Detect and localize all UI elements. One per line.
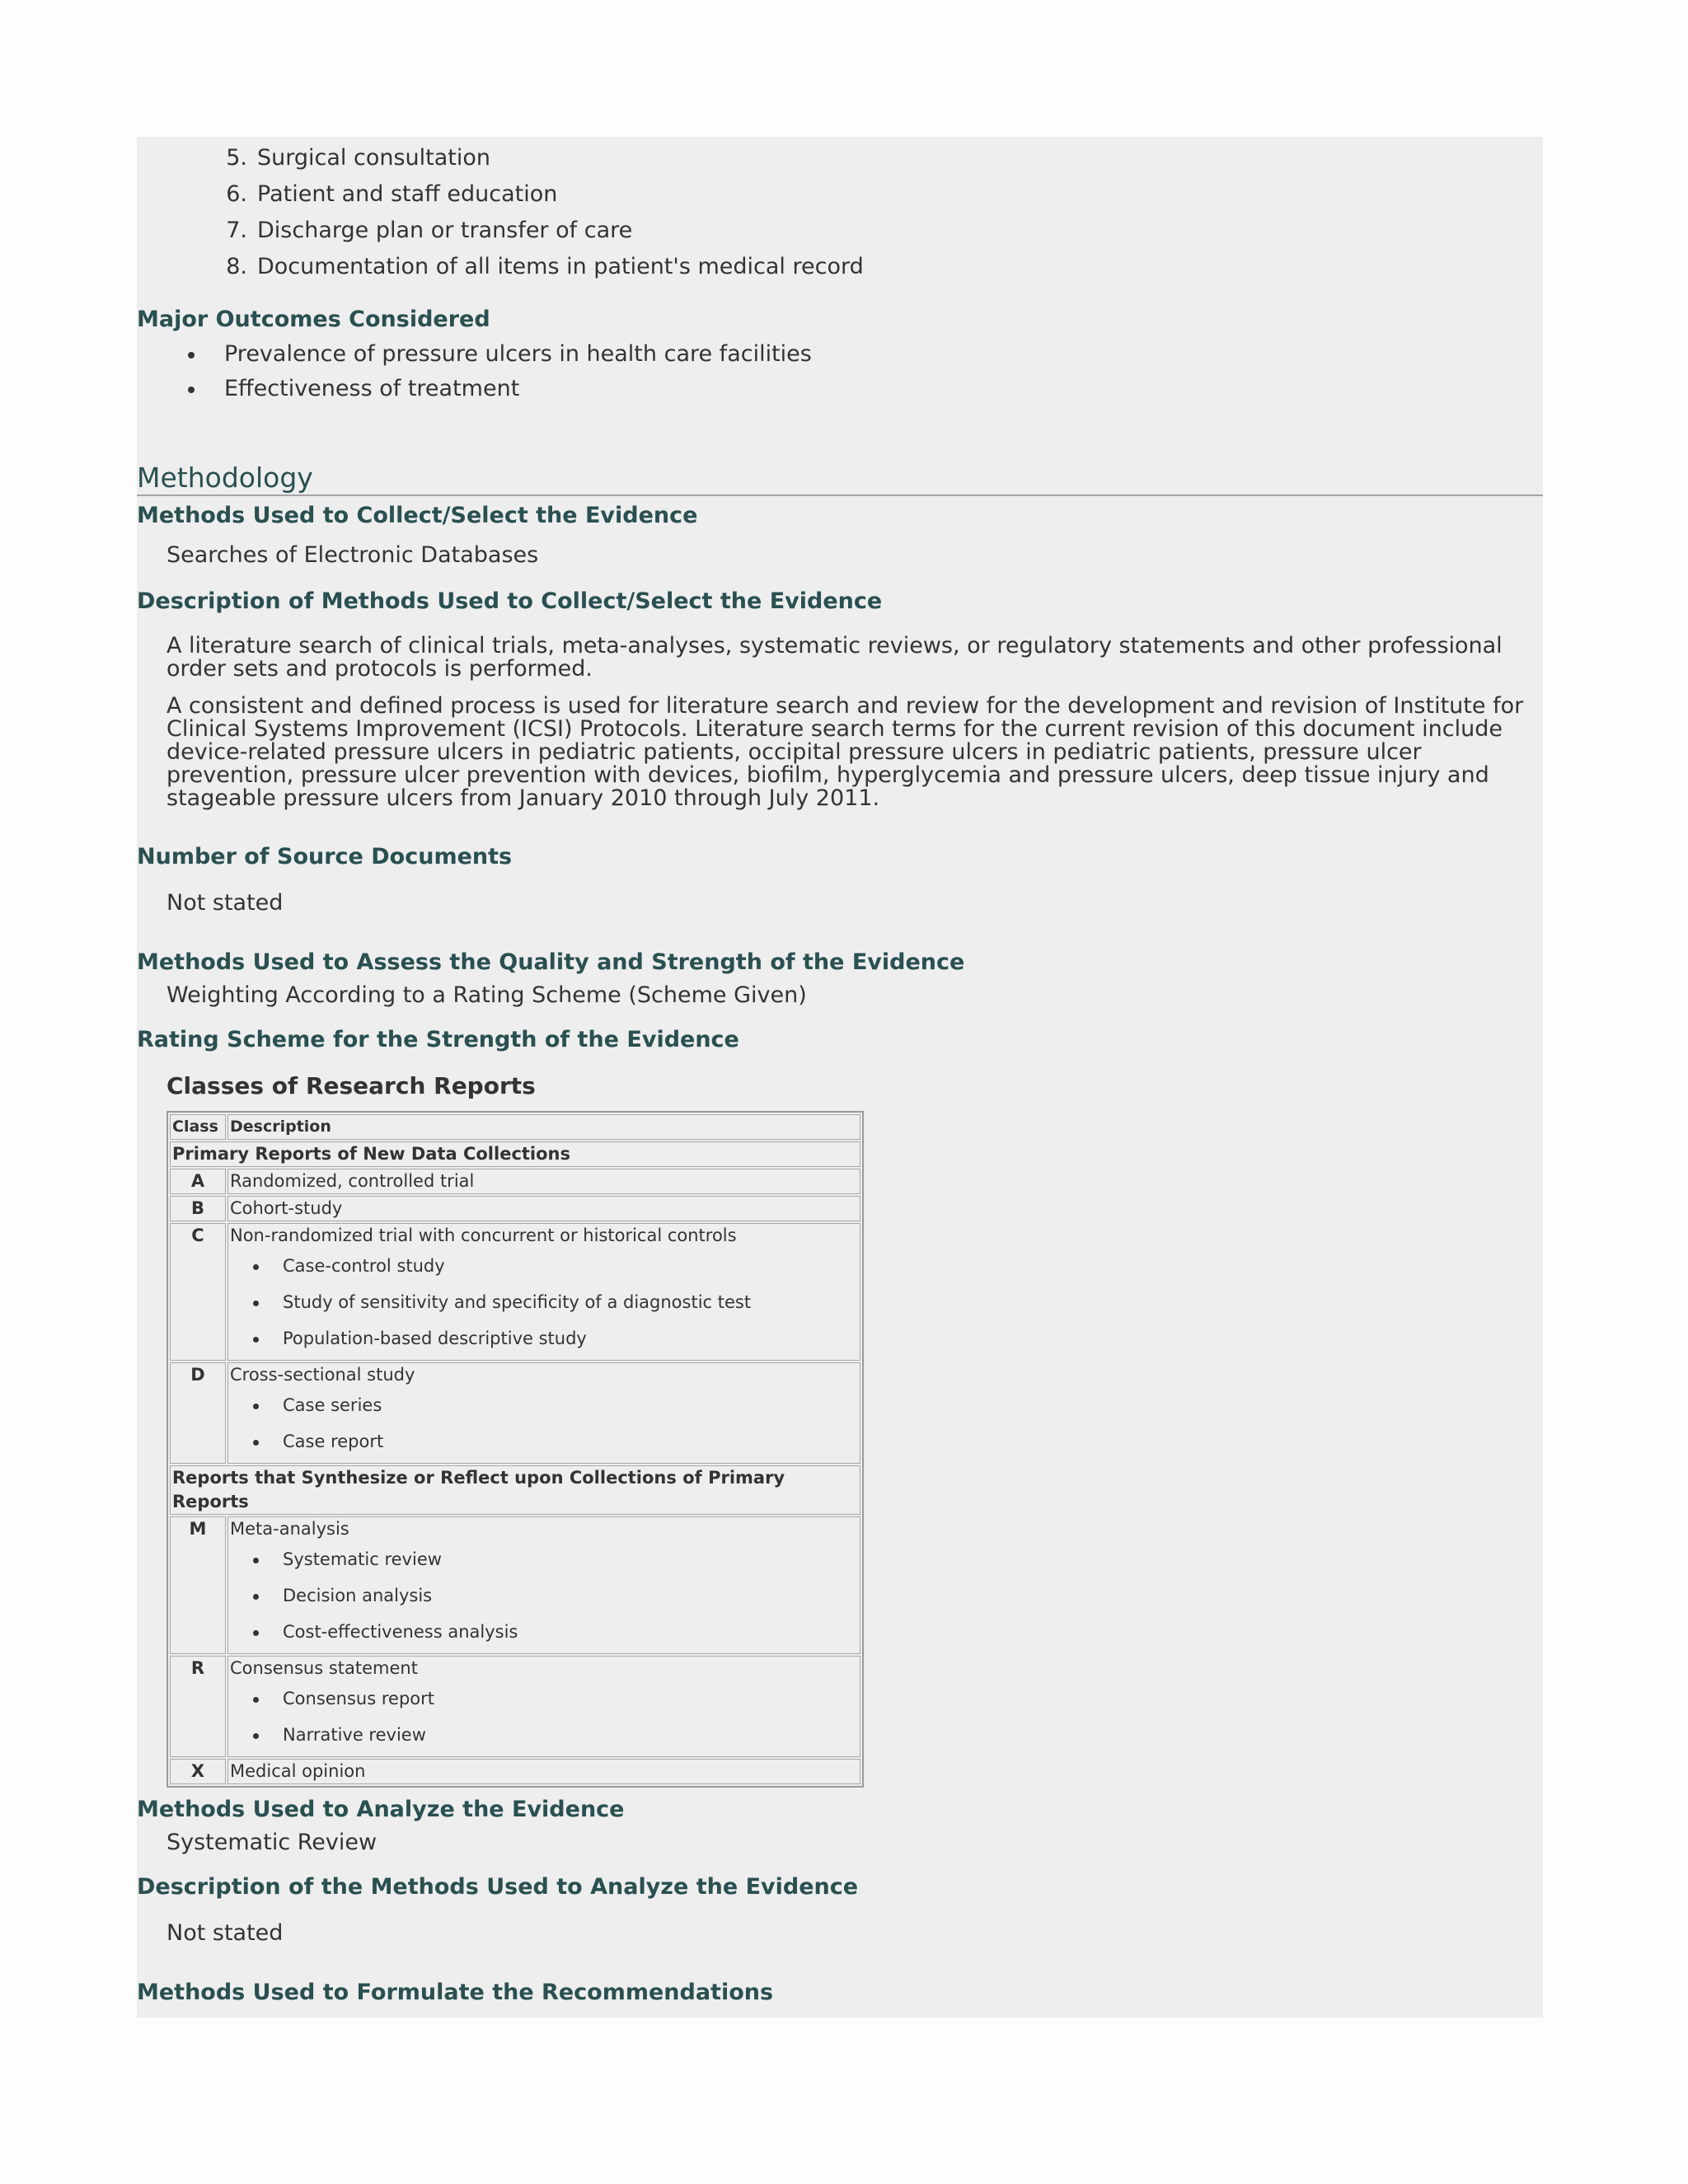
table-row xyxy=(170,1759,860,1784)
class-cell: D xyxy=(170,1362,226,1464)
class-cell: A xyxy=(170,1169,226,1194)
table-row xyxy=(170,1196,860,1221)
list-item: Decision analysis xyxy=(230,1577,858,1614)
description-cell: Randomized, controlled trial xyxy=(227,1169,860,1194)
list-item: Prevalence of pressure ulcers in health care facilities xyxy=(137,337,812,372)
description-list xyxy=(230,1248,858,1360)
list-item: Narrative review xyxy=(230,1717,858,1753)
table-group-row xyxy=(170,1465,860,1515)
list-item: 7. Discharge plan or transfer of care xyxy=(226,218,633,243)
class-cell: B xyxy=(170,1196,226,1221)
major-outcomes-heading: Major Outcomes Considered xyxy=(137,307,490,332)
description-text: Consensus statement xyxy=(230,1658,418,1678)
description-list xyxy=(230,1541,858,1653)
table-group-row xyxy=(170,1141,860,1167)
analyze-methods-value: Systematic Review xyxy=(166,1830,377,1855)
assess-quality-heading: Methods Used to Assess the Quality and Strength of the Evidence xyxy=(137,949,965,975)
table-row xyxy=(170,1223,860,1361)
table-row xyxy=(170,1362,860,1464)
list-item: Cost-effectiveness analysis xyxy=(230,1614,858,1650)
list-item: Study of sensitivity and specificity of a diagnostic test xyxy=(230,1284,858,1320)
description-cell xyxy=(227,1362,860,1464)
desc-collect-heading: Description of Methods Used to Collect/Select the Evidence xyxy=(137,588,883,614)
list-item: Case report xyxy=(230,1423,858,1460)
description-cell xyxy=(227,1516,860,1654)
column-header-description: Description xyxy=(227,1114,860,1140)
desc-collect-paragraph-1: A literature search of clinical trials, meta-analyses, systematic reviews, or regulatory statements and other professional order sets and protocols is performed. xyxy=(166,633,1503,682)
description-text: Cross-sectional study xyxy=(230,1365,415,1385)
assess-quality-value: Weighting According to a Rating Scheme (Scheme Given) xyxy=(166,982,807,1008)
description-text: Non-randomized trial with concurrent or historical controls xyxy=(230,1226,737,1245)
class-cell: R xyxy=(170,1656,226,1757)
list-item: Effectiveness of treatment xyxy=(137,372,812,406)
num-source-docs-heading: Number of Source Documents xyxy=(137,844,513,869)
class-cell: X xyxy=(170,1759,226,1784)
analyze-methods-heading: Methods Used to Analyze the Evidence xyxy=(137,1797,625,1822)
description-list xyxy=(230,1680,858,1756)
num-source-docs-value: Not stated xyxy=(166,890,284,916)
list-item: Case-control study xyxy=(230,1248,858,1284)
collect-methods-value: Searches of Electronic Databases xyxy=(166,542,539,568)
major-outcomes-list xyxy=(137,337,812,406)
class-cell: C xyxy=(170,1223,226,1361)
group-primary-reports: Primary Reports of New Data Collections xyxy=(170,1141,860,1167)
content-panel xyxy=(137,137,1543,2018)
group-synthesis-reports: Reports that Synthesize or Reflect upon Collections of Primary Reports xyxy=(170,1465,860,1515)
table-row xyxy=(170,1169,860,1194)
list-item: Consensus report xyxy=(230,1680,858,1717)
collect-methods-heading: Methods Used to Collect/Select the Evidence xyxy=(137,503,698,528)
description-cell xyxy=(227,1656,860,1757)
list-item: Population-based descriptive study xyxy=(230,1320,858,1357)
class-cell: M xyxy=(170,1516,226,1654)
description-cell: Cohort-study xyxy=(227,1196,860,1221)
table-row xyxy=(170,1516,860,1654)
table-row xyxy=(170,1656,860,1757)
classes-research-reports-title: Classes of Research Reports xyxy=(166,1072,536,1099)
list-item: 5. Surgical consultation xyxy=(226,145,490,171)
methodology-heading: Methodology xyxy=(137,462,1543,496)
list-item: Case series xyxy=(230,1387,858,1423)
list-item: 6. Patient and staff education xyxy=(226,181,558,207)
list-item: Systematic review xyxy=(230,1541,858,1577)
table-header-row xyxy=(170,1114,860,1140)
desc-analyze-value: Not stated xyxy=(166,1920,284,1946)
description-text: Meta-analysis xyxy=(230,1519,349,1539)
rating-scheme-heading: Rating Scheme for the Strength of the Evidence xyxy=(137,1027,739,1052)
intro-numbered-list xyxy=(137,140,864,285)
description-cell: Medical opinion xyxy=(227,1759,860,1784)
desc-collect-paragraph-2: A consistent and defined process is used for literature search and review for the development and revision of Institute for Clinical Systems Improvement (ICSI) Protocols. Literature search terms for the current revision of this document include device-related pressure ulcers in pediatric patients, occipital pressure ulcers in pediatric patients, pressure ulcer prevention, pressure ulcer prevention with devices, biofilm, hyperglycemia and pressure ulcers, deep tissue injury and stageable pressure ulcers from January 2010 through July 2011. xyxy=(166,693,1524,811)
description-cell xyxy=(227,1223,860,1361)
formulate-recommendations-heading: Methods Used to Formulate the Recommendations xyxy=(137,1980,774,2005)
list-item: 8. Documentation of all items in patient's medical record xyxy=(226,254,864,279)
description-list xyxy=(230,1387,858,1463)
desc-analyze-heading: Description of the Methods Used to Analyze the Evidence xyxy=(137,1874,859,1900)
column-header-class: Class xyxy=(170,1114,226,1140)
classes-research-reports-table xyxy=(166,1111,864,1788)
